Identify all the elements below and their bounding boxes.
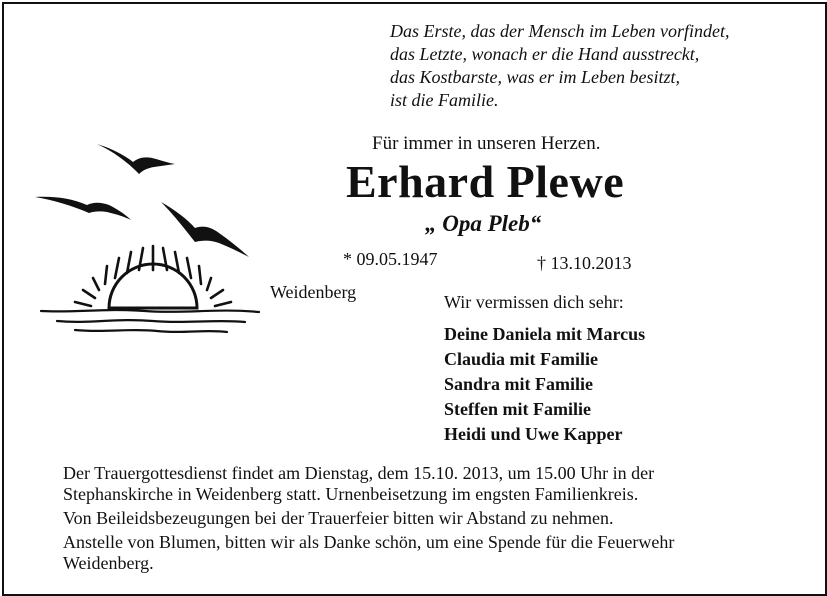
- poem: [390, 20, 729, 112]
- poem-line: das Kostbarste, was er im Leben besitzt,: [390, 67, 681, 87]
- mourners-intro: Wir vermissen dich sehr:: [444, 292, 624, 312]
- hometown: Weidenberg: [270, 282, 357, 302]
- funeral-notice: [63, 463, 674, 574]
- deceased-name: Erhard Plewe: [346, 156, 625, 207]
- notice-line: Der Trauergottesdienst findet am Dienstag, dem 15.10. 2013, um 15.00 Uhr in der: [63, 463, 655, 483]
- mourner-name: Claudia mit Familie: [444, 349, 598, 369]
- notice-line: Von Beileidsbezeugungen bei der Trauerfeier bitten wir Abstand zu nehmen.: [63, 508, 614, 528]
- sun-rays-icon: [75, 246, 231, 306]
- bird-icon: [35, 197, 131, 220]
- poem-line: das Letzte, wonach er die Hand ausstreckt,: [390, 44, 700, 64]
- death-date: † 13.10.2013: [537, 253, 632, 273]
- notice-line: Anstelle von Blumen, bitten wir als Danke schön, um eine Spende für die Feuerwehr: [63, 532, 675, 552]
- bird-icon: [97, 144, 175, 174]
- deceased-nickname: „ Opa Pleb“: [425, 211, 542, 236]
- motto: Für immer in unseren Herzen.: [372, 133, 601, 154]
- poem-line: Das Erste, das der Mensch im Leben vorfindet,: [390, 21, 730, 41]
- mourner-name: Deine Daniela mit Marcus: [444, 324, 646, 344]
- mourners-list: [444, 322, 645, 447]
- sunset-birds-icon: [35, 130, 265, 345]
- birth-date: * 09.05.1947: [343, 249, 438, 269]
- poem-line: ist die Familie.: [390, 90, 499, 110]
- notice-line: Stephanskirche in Weidenberg statt. Urnenbeisetzung im engsten Familienkreis.: [63, 484, 639, 504]
- mourner-name: Steffen mit Familie: [444, 399, 591, 419]
- notice-line: Weidenberg.: [63, 553, 154, 573]
- mourner-name: Sandra mit Familie: [444, 374, 593, 394]
- water-waves-icon: [41, 310, 259, 332]
- mourner-name: Heidi und Uwe Kapper: [444, 424, 623, 444]
- bird-icon: [161, 202, 249, 257]
